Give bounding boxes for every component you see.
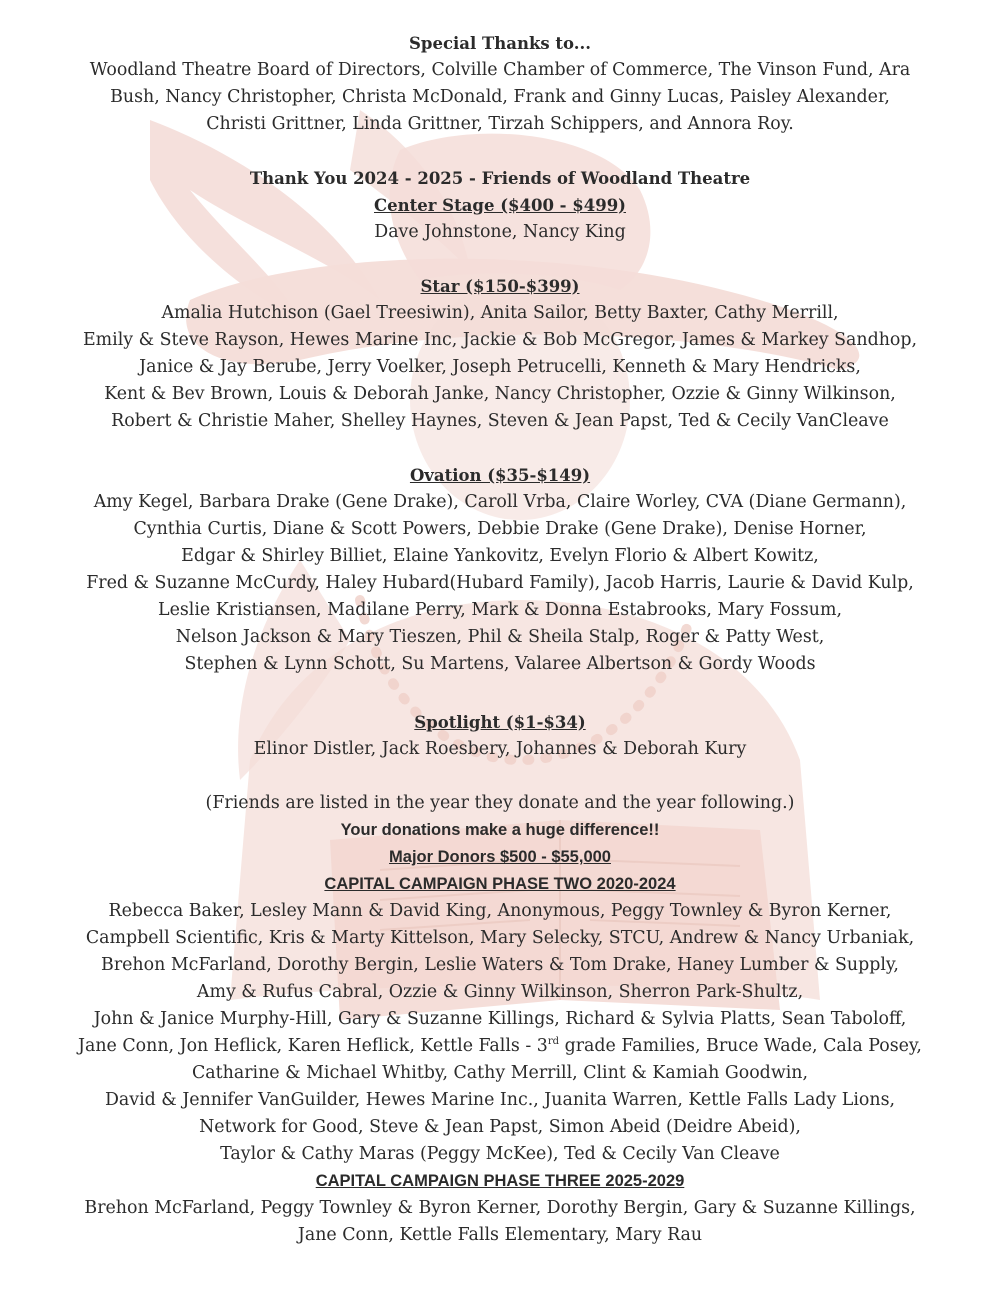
phase-two-line: Amy & Rufus Cabral, Ozzie & Ginny Wilkinson, Sherron Park-Shultz, [196, 982, 804, 1002]
ovation-line: Stephen & Lynn Schott, Su Martens, Valaree Albertson & Gordy Woods [184, 654, 816, 674]
special-thanks-line: Bush, Nancy Christopher, Christa McDonald, Frank and Ginny Lucas, Paisley Alexander, [110, 87, 890, 107]
center-stage-line: Dave Johnstone, Nancy King [374, 222, 626, 242]
phase-two-line: Taylor & Cathy Maras (Peggy McKee), Ted & Cecily Van Cleave [220, 1144, 780, 1164]
major-donors-heading: Major Donors $500 - $55,000 [389, 848, 611, 866]
phase-two-line: Network for Good, Steve & Jean Papst, Simon Abeid (Deidre Abeid), [199, 1117, 801, 1137]
star-line: Amalia Hutchison (Gael Treesiwin), Anita Sailor, Betty Baxter, Cathy Merrill, [161, 303, 839, 323]
ovation-line: Edgar & Shirley Billiet, Elaine Yankovitz, Evelyn Florio & Albert Kowitz, [181, 546, 819, 566]
star-line: Kent & Bev Brown, Louis & Deborah Janke, Nancy Christopher, Ozzie & Ginny Wilkinson, [104, 384, 896, 404]
phase-three-line: Brehon McFarland, Peggy Townley & Byron Kerner, Dorothy Bergin, Gary & Suzanne Killings, [84, 1198, 916, 1218]
star-line: Robert & Christie Maher, Shelley Haynes, Steven & Jean Papst, Ted & Cecily VanCleave [111, 411, 889, 431]
phase-three-heading: CAPITAL CAMPAIGN PHASE THREE 2025-2029 [315, 1172, 685, 1190]
special-thanks-heading: Special Thanks to... [409, 34, 591, 53]
phase-two-line: David & Jennifer VanGuilder, Hewes Marine Inc., Juanita Warren, Kettle Falls Lady Lions, [104, 1090, 896, 1110]
special-thanks-line: Woodland Theatre Board of Directors, Colville Chamber of Commerce, The Vinson Fund, Ara [89, 60, 911, 80]
special-thanks-line: Christi Grittner, Linda Grittner, Tirzah Schippers, and Annora Roy. [206, 114, 794, 134]
special-thanks-section [0, 30, 1000, 138]
star-line: Janice & Jay Berube, Jerry Voelker, Joseph Petrucelli, Kenneth & Mary Hendricks, [139, 357, 861, 377]
major-donors-section [0, 844, 1000, 1249]
phase-two-line: Brehon McFarland, Dorothy Bergin, Leslie Waters & Tom Drake, Haney Lumber & Supply, [101, 955, 899, 975]
kettle-line-start: Jane Conn, Jon Heflick, Karen Heflick, Kettle Falls - 3 [78, 1036, 548, 1056]
phase-two-kettle-line [0, 1033, 1000, 1060]
friends-heading: Thank You 2024 - 2025 - Friends of Woodland Theatre [249, 169, 751, 188]
phase-three-line: Jane Conn, Kettle Falls Elementary, Mary Rau [297, 1225, 703, 1245]
ovation-line: Nelson Jackson & Mary Tieszen, Phil & Sheila Stalp, Roger & Patty West, [175, 627, 825, 647]
star-line: Emily & Steve Rayson, Hewes Marine Inc, Jackie & Bob McGregor, James & Markey Sandhop, [82, 330, 918, 350]
kettle-line-end: grade Families, Bruce Wade, Cala Posey, [559, 1036, 922, 1056]
phase-two-line: Campbell Scientific, Kris & Marty Kittelson, Mary Selecky, STCU, Andrew & Nancy Urbaniak, [85, 928, 915, 948]
donations-line: Your donations make a huge difference!! [340, 821, 660, 839]
ordinal-suffix: rd [547, 1036, 560, 1048]
friends-note: (Friends are listed in the year they donate and the year following.) [205, 793, 795, 813]
ovation-heading: Ovation ($35-$149) [409, 466, 591, 485]
phase-two-line: Rebecca Baker, Lesley Mann & David King, Anonymous, Peggy Townley & Byron Kerner, [108, 901, 892, 921]
ovation-line: Leslie Kristiansen, Madilane Perry, Mark & Donna Estabrooks, Mary Fossum, [158, 600, 842, 620]
ovation-line: Cynthia Curtis, Diane & Scott Powers, Debbie Drake (Gene Drake), Denise Horner, [133, 519, 867, 539]
phase-two-line: Catharine & Michael Whitby, Cathy Merrill, Clint & Kamiah Goodwin, [191, 1063, 808, 1083]
spotlight-line: Elinor Distler, Jack Roesbery, Johannes & Deborah Kury [253, 739, 747, 759]
spotlight-heading: Spotlight ($1-$34) [414, 713, 586, 732]
star-heading: Star ($150-$399) [420, 277, 580, 296]
center-stage-heading: Center Stage ($400 - $499) [374, 196, 626, 215]
phase-two-heading: CAPITAL CAMPAIGN PHASE TWO 2020-2024 [324, 875, 676, 893]
friends-section [0, 165, 1000, 844]
ovation-line: Fred & Suzanne McCurdy, Haley Hubard(Hubard Family), Jacob Harris, Laurie & David Kulp, [86, 573, 914, 593]
ovation-line: Amy Kegel, Barbara Drake (Gene Drake), Caroll Vrba, Claire Worley, CVA (Diane Germann), [93, 492, 907, 512]
phase-two-line: John & Janice Murphy-Hill, Gary & Suzanne Killings, Richard & Sylvia Platts, Sean Taboloff, [93, 1009, 907, 1029]
